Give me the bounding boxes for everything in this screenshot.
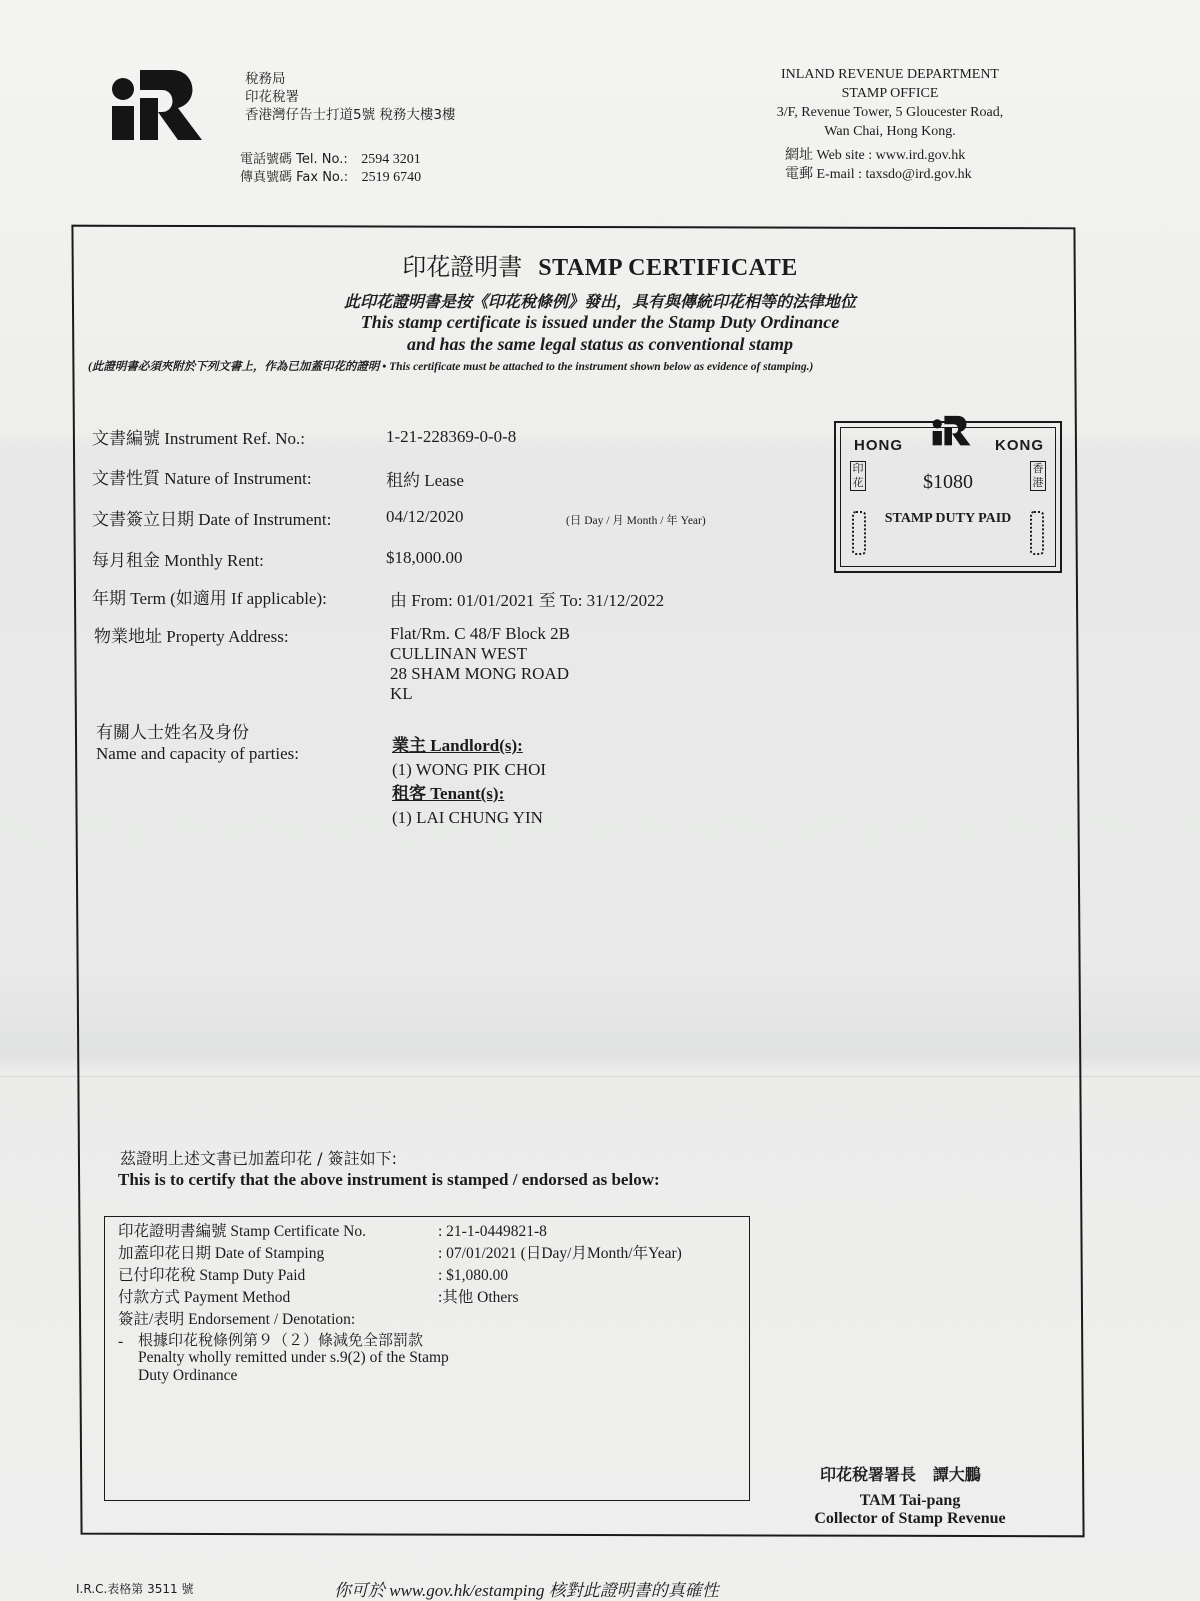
tel-value: 2594 3201: [361, 152, 421, 167]
collector-title-zh: 印花稅署署長 譚大鵬: [820, 1465, 981, 1484]
email-link[interactable]: taxsdo@ird.gov.hk: [865, 167, 972, 182]
stamp-duty-mark: [834, 421, 1062, 573]
address-line: KL: [390, 684, 413, 703]
dept-name-zh: 稅務局: [245, 71, 286, 87]
ref-label: 文書編號 Instrument Ref. No.:: [92, 429, 305, 448]
certify-en: This is to certify that the above instrument is stamped / endorsed as below:: [118, 1170, 660, 1189]
certificate-title: [0, 247, 1200, 282]
title-en: STAMP CERTIFICATE: [538, 255, 798, 281]
term-value: 由 From: 01/01/2021 至 To: 31/12/2022: [390, 591, 665, 610]
endorsement-text: [138, 1331, 449, 1385]
tenant-heading: 租客 Tenant(s):: [392, 784, 505, 803]
title-zh: 印花證明書: [402, 253, 523, 281]
verify-note: 你可於 www.gov.hk/estamping 核對此證明書的真確性: [334, 1581, 719, 1600]
website-label: 網址 Web site :: [785, 148, 876, 163]
duty-paid-label: 已付印花稅 Stamp Duty Paid: [118, 1267, 306, 1284]
address-line: CULLINAN WEST: [390, 644, 528, 663]
stamp-logo-icon: [932, 415, 972, 447]
rent-label: 每月租金 Monthly Rent:: [92, 551, 264, 570]
website-line: [785, 146, 965, 165]
address-line: Flat/Rm. C 48/F Block 2B: [390, 624, 570, 643]
stamping-details: [118, 1221, 366, 1331]
fax-line: [240, 168, 421, 187]
cert-no-label: 印花證明書編號 Stamp Certificate No.: [118, 1223, 366, 1240]
fax-label: 傳真號碼 Fax No.:: [240, 170, 349, 185]
office-name-en: STAMP OFFICE: [841, 86, 939, 101]
stamp-amount: $1080: [923, 471, 973, 493]
nature-value: 租約 Lease: [386, 471, 464, 490]
header-right: [740, 65, 1040, 141]
certify-zh: 茲證明上述文書已加蓋印花 / 簽註如下:: [120, 1149, 397, 1168]
ird-logo: [112, 68, 204, 144]
email-label: 電郵 E-mail :: [785, 167, 866, 182]
subtitle-en-1: This stamp certificate is issued under the Stamp Duty Ordinance: [360, 312, 840, 332]
collector-name: TAM Tai-pang: [859, 1492, 961, 1509]
landlord-entry: (1) WONG PIK CHOI: [392, 760, 547, 779]
fax-value: 2519 6740: [361, 170, 422, 185]
landlord-heading: 業主 Landlord(s):: [392, 736, 523, 755]
stamp-right-seal-icon: [1030, 511, 1044, 555]
tenant-entry: (1) LAI CHUNG YIN: [392, 808, 543, 827]
address-label: 物業地址 Property Address:: [94, 627, 289, 646]
website-link[interactable]: www.ird.gov.hk: [875, 148, 966, 163]
subtitle-zh: 此印花證明書是按《印花稅條例》發出，具有與傳統印花相等的法律地位: [343, 292, 856, 311]
endorsement-label: 簽註/表明 Endorsement / Denotation:: [118, 1311, 356, 1328]
email-line: [785, 165, 972, 184]
rent-value: $18,000.00: [386, 548, 463, 567]
cert-no-value: : 21-1-0449821-8: [438, 1223, 547, 1240]
nature-label: 文書性質 Nature of Instrument:: [92, 469, 312, 488]
parties-label-en: Name and capacity of parties:: [96, 744, 299, 763]
date-value: 04/12/2020: [386, 507, 464, 526]
stamp-kong: KONG: [995, 437, 1044, 454]
stamp-left-seal-icon: [852, 511, 866, 555]
office-name-zh: 印花稅署: [245, 89, 299, 105]
address-zh: 香港灣仔告士打道5號 稅務大樓3樓: [245, 107, 456, 123]
header-left: [245, 70, 455, 124]
form-number: I.R.C.表格第 3511 號: [76, 1582, 194, 1596]
address-line: 28 SHAM MONG ROAD: [390, 664, 569, 683]
stamping-values: [438, 1221, 682, 1309]
subtitle-en-2: and has the same legal status as conventional stamp: [406, 334, 794, 354]
collector-title-en: Collector of Stamp Revenue: [814, 1510, 1006, 1527]
property-address: [390, 624, 570, 704]
stamp-right-chars: 香港: [1030, 461, 1046, 491]
endorsement-en-1: Penalty wholly remitted under s.9(2) of the Stamp: [138, 1349, 449, 1366]
stamping-date-label: 加蓋印花日期 Date of Stamping: [118, 1245, 325, 1262]
date-label: 文書簽立日期 Date of Instrument:: [92, 510, 332, 529]
stamping-date-value: : 07/01/2021 (日Day/月Month/年Year): [438, 1245, 682, 1262]
endorsement-bullet: -: [118, 1333, 124, 1350]
date-format-hint: (日 Day / 月 Month / 年 Year): [566, 515, 706, 527]
payment-method-label: 付款方式 Payment Method: [118, 1289, 291, 1306]
address-en-2: Wan Chai, Hong Kong.: [824, 124, 956, 139]
ref-value: 1-21-228369-0-0-8: [386, 427, 517, 446]
stamp-hong: HONG: [854, 437, 903, 454]
term-label: 年期 Term (如適用 If applicable):: [92, 589, 327, 608]
parties-label: [96, 722, 299, 764]
duty-paid-value: : $1,080.00: [438, 1267, 509, 1284]
tel-label: 電話號碼 Tel. No.:: [240, 152, 348, 167]
payment-method-value: :其他 Others: [438, 1289, 519, 1306]
dept-name-en: INLAND REVENUE DEPARTMENT: [781, 67, 999, 82]
stamp-paid-text: STAMP DUTY PAID: [884, 511, 1012, 526]
address-en-1: 3/F, Revenue Tower, 5 Gloucester Road,: [776, 105, 1004, 120]
parties-list: [392, 734, 546, 830]
endorsement-zh: 根據印花稅條例第９（２）條減免全部罰款: [138, 1331, 424, 1349]
endorsement-en-2: Duty Ordinance: [138, 1367, 238, 1384]
attachment-note: (此證明書必須夾附於下列文書上，作為已加蓋印花的證明 • This certificate must be attached to the instrument shown below as evidence of stamping.): [88, 361, 814, 373]
parties-label-zh: 有關人士姓名及身份: [96, 723, 249, 742]
stamp-left-chars: 印花: [850, 461, 866, 491]
tel-line: [240, 150, 421, 169]
